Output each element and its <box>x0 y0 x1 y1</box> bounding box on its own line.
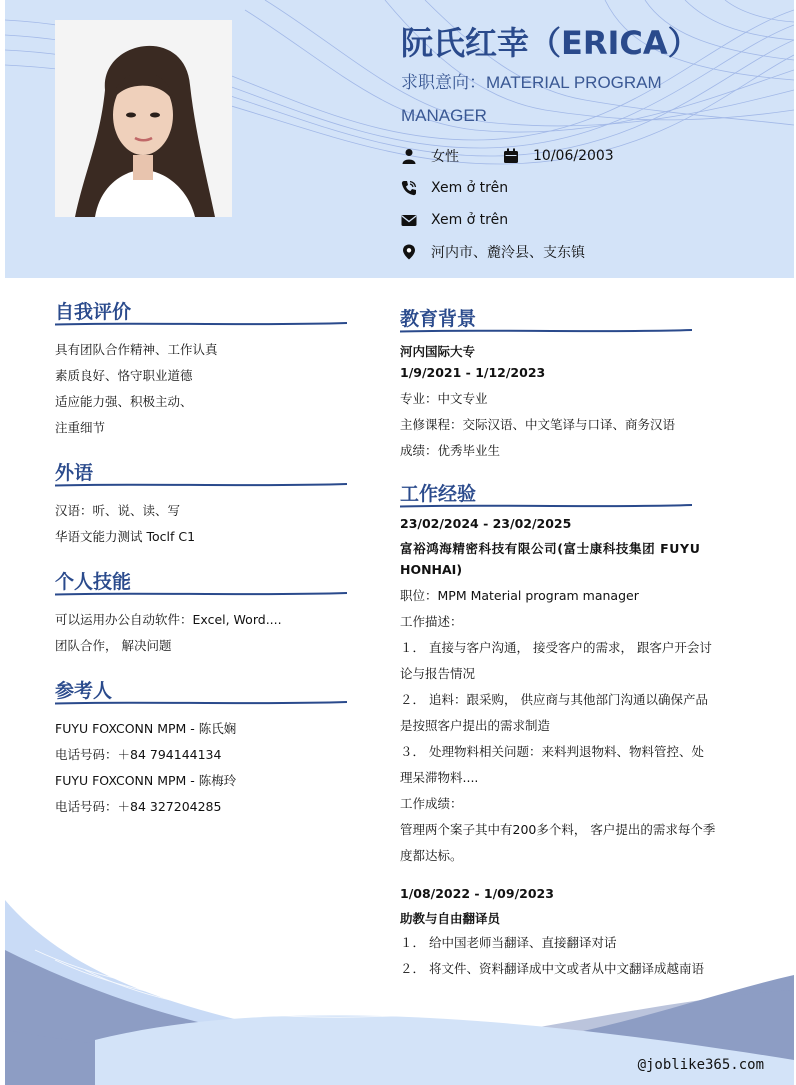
job-position: 职位：MPM Material program manager <box>400 588 639 603</box>
birthdate-value: 10/06/2003 <box>533 148 614 164</box>
phone-value: Xem ở trên <box>431 180 509 196</box>
section-divider <box>400 328 692 334</box>
self-evaluation-line: 适应能力强、积极主动、 <box>55 394 193 409</box>
phone-icon <box>401 180 417 196</box>
education-period: 1/9/2021 - 1/12/2023 <box>400 365 546 380</box>
job-description-line: ３． 处理物料相关问题：来料判退物料、物料管控、处 <box>400 744 704 759</box>
person-icon <box>401 148 417 164</box>
job-period: 1/08/2022 - 1/09/2023 <box>400 886 554 901</box>
address-value: 河内市、麊泠县、支东镇 <box>431 245 585 261</box>
email-row <box>401 209 508 231</box>
job-achievement-line: 管理两个案子其中有200多个料， 客户提出的需求每个季 <box>400 822 716 837</box>
job-description-line: 论与报告情况 <box>400 666 476 681</box>
self-evaluation-line: 具有团队合作精神、工作认真 <box>55 342 218 357</box>
reference-line: FUYU FOXCONN MPM - 陈梅玲 <box>55 773 237 788</box>
reference-line: 电话号码：＋84 794144134 <box>55 747 222 762</box>
watermark: @joblike365.com <box>637 1057 764 1073</box>
job-company: 富裕鸿海精密科技有限公司(富士康科技集团 FUYU <box>400 541 701 556</box>
phone-row <box>401 177 508 199</box>
job-description-line: 理呆滞物料.... <box>400 770 479 785</box>
section-title-languages: 外语 <box>55 462 94 484</box>
section-title-education: 教育背景 <box>400 308 477 330</box>
education-result: 成绩：优秀毕业生 <box>400 443 501 458</box>
address-row <box>401 241 585 263</box>
reference-line: FUYU FOXCONN MPM - 陈氏娴 <box>55 721 237 736</box>
education-major: 专业：中文专业 <box>400 391 488 406</box>
self-evaluation-line: 素质良好、恪守职业道德 <box>55 368 193 383</box>
job-description-line: ２． 追料：跟采购， 供应商与其他部门沟通以确保产品 <box>400 692 708 707</box>
job-title: 助教与自由翻译员 <box>400 911 501 926</box>
section-title-references: 参考人 <box>55 680 113 702</box>
job-objective: 求职意向：MATERIAL PROGRAM MANAGER <box>401 73 662 125</box>
education-school: 河内国际大专 <box>400 344 476 359</box>
section-title-experience: 工作经验 <box>400 483 477 505</box>
section-title-self-evaluation: 自我评价 <box>55 301 132 323</box>
language-line: 华语文能力测试 Toclf C1 <box>55 529 196 544</box>
gender-value: 女性 <box>431 149 459 165</box>
mail-icon <box>401 212 417 228</box>
section-divider <box>55 591 347 597</box>
candidate-name: 阮氏红幸（ERICA） <box>401 24 700 62</box>
language-line: 汉语：听、说、读、写 <box>55 503 181 518</box>
birthdate-row <box>503 145 614 167</box>
education-courses: 主修课程：交际汉语、中文笔译与口译、商务汉语 <box>400 417 676 432</box>
self-evaluation-line: 注重细节 <box>55 420 106 435</box>
job-description-line: ２． 将文件、资料翻译成中文或者从中文翻译成越南语 <box>400 961 704 976</box>
section-divider <box>400 503 692 509</box>
job-period: 23/02/2024 - 23/02/2025 <box>400 516 572 531</box>
skill-line: 团队合作， 解决问题 <box>55 638 172 653</box>
job-achievement-line: 度都达标。 <box>400 848 463 863</box>
gender-row <box>401 145 459 167</box>
email-value: Xem ở trên <box>431 212 509 228</box>
job-description-line: 是按照客户提出的需求制造 <box>400 718 551 733</box>
section-divider <box>55 321 347 327</box>
calendar-icon <box>503 148 519 164</box>
section-divider <box>55 700 347 706</box>
location-icon <box>401 244 417 260</box>
job-description-line: １． 直接与客户沟通， 接受客户的需求， 跟客户开会讨 <box>400 640 712 655</box>
job-description-title: 工作描述： <box>400 614 463 629</box>
job-description-line: １． 给中国老师当翻译、直接翻译对话 <box>400 935 617 950</box>
section-title-skills: 个人技能 <box>55 571 132 593</box>
section-divider <box>55 482 347 488</box>
skill-line: 可以运用办公自动软件：Excel, Word.... <box>55 612 282 627</box>
profile-photo <box>55 20 232 217</box>
job-company: HONHAI) <box>400 562 463 577</box>
reference-line: 电话号码：＋84 327204285 <box>55 799 222 814</box>
job-achievement-title: 工作成绩： <box>400 796 463 811</box>
